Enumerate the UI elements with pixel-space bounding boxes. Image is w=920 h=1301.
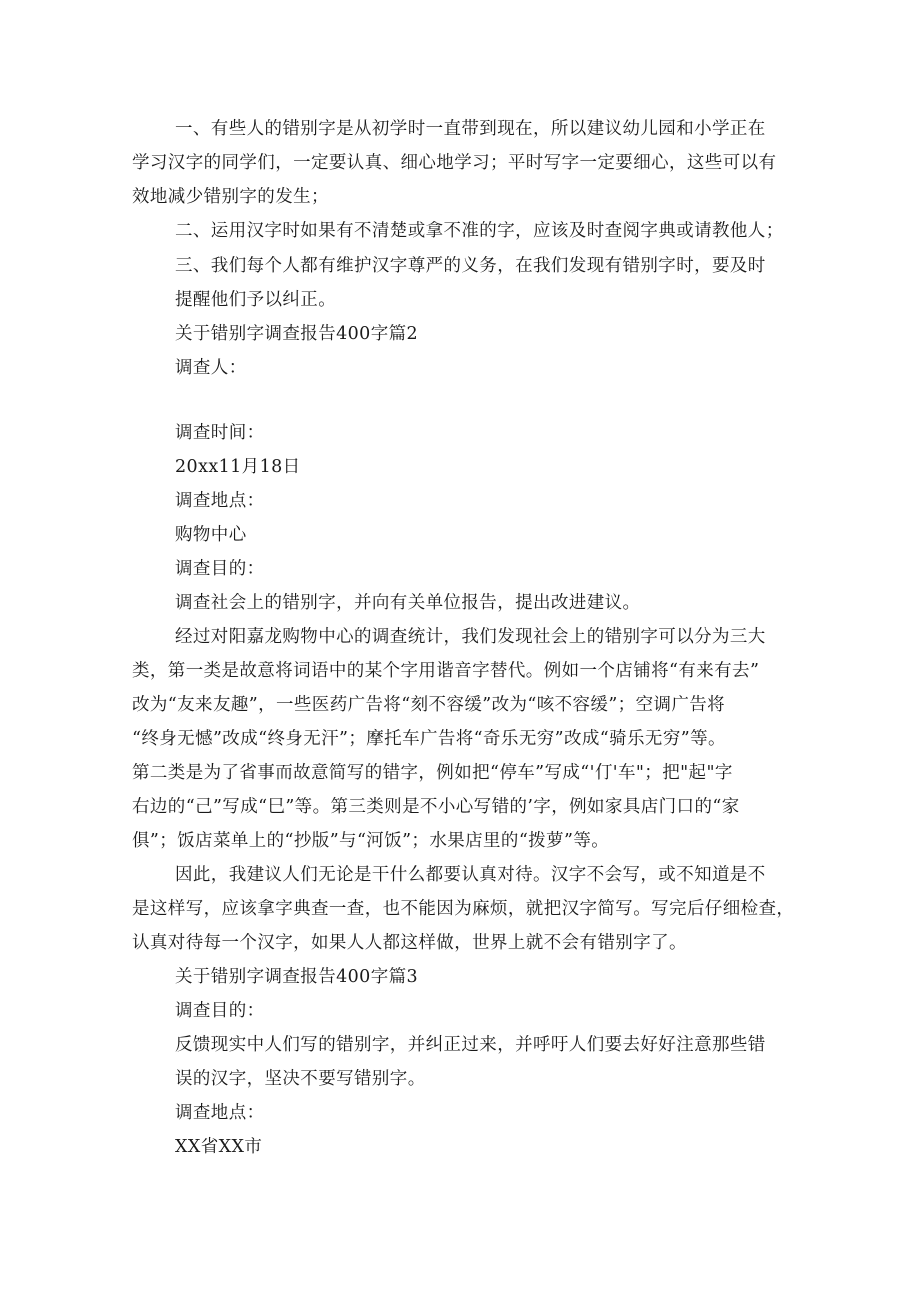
section-heading: 关于错别字调查报告400字篇2 [175,324,419,344]
field-label: 调查地点： [175,491,265,511]
field-value: XX省XX市 [175,1137,263,1157]
paragraph-line: 因此，我建议人们无论是干什么都要认真对待。汉字不会写，或不知道是不 [175,865,766,885]
paragraph-line: 反馈现实中人们写的错别字，并纠正过来，并呼吁人们要去好好注意那些错 [175,1035,766,1055]
paragraph-line: 第二类是为了省事而故意简写的错字，例如把“停车”写成“'仃'车"；把"起"字 [132,763,733,783]
paragraph-line: 误的汉字，坚决不要写错别字。 [175,1069,426,1089]
paragraph-line: 类，第一类是故意将词语中的某个字用谐音字替代。例如一个店铺将“有来有去” [132,661,760,681]
field-label: 调查目的： [175,1001,265,1021]
paragraph-line: 效地减少错别字的发生； [132,187,329,207]
field-label: 调查地点： [175,1103,265,1123]
field-label: 调查人： [175,358,247,378]
field-label: 调查时间： [175,423,265,443]
field-label: 调查目的： [175,559,265,579]
paragraph-line: 一、有些人的错别字是从初学时一直带到现在，所以建议幼儿园和小学正在 [175,119,766,139]
paragraph-line: 学习汉字的同学们，一定要认真、细心地学习；平时写字一定要细心，这些可以有 [132,153,777,173]
paragraph-line: 三、我们每个人都有维护汉字尊严的义务，在我们发现有错别字时，要及时 [175,256,766,276]
paragraph-line: 二、运用汉字时如果有不清楚或拿不准的字，应该及时查阅字典或请教他人； [175,221,784,241]
field-value: 20xx11月18日 [175,457,301,477]
field-value: 调查社会上的错别字，并向有关单位报告，提出改进建议。 [175,593,641,613]
paragraph-line: 是这样写，应该拿字典查一查，也不能因为麻烦，就把汉字简写。写完后仔细检查， [132,899,795,919]
paragraph-line: 认真对待每一个汉字，如果人人都这样做，世界上就不会有错别字了。 [132,933,687,953]
field-value: 购物中心 [175,525,247,545]
paragraph-line: 经过对阳嘉龙购物中心的调查统计，我们发现社会上的错别字可以分为三大 [175,627,766,647]
paragraph-line: “终身无憾”改成“终身无汗”；摩托车广告将“奇乐无穷”改成“骑乐无穷”等。 [132,729,726,749]
paragraph-line: 俱”；饭店菜单上的“抄版”与“河饭”；水果店里的“拨萝”等。 [132,831,610,851]
paragraph-line: 改为“友来友趣”，一些医药广告将“刻不容缓”改为“咳不容缓”；空调广告将 [132,695,726,715]
paragraph-line: 右边的“己”写成“巳”等。第三类则是不小心写错的’字，例如家具店门口的“家 [132,797,740,817]
paragraph-line: 提醒他们予以纠正。 [175,290,337,310]
section-heading: 关于错别字调查报告400字篇3 [175,967,419,987]
